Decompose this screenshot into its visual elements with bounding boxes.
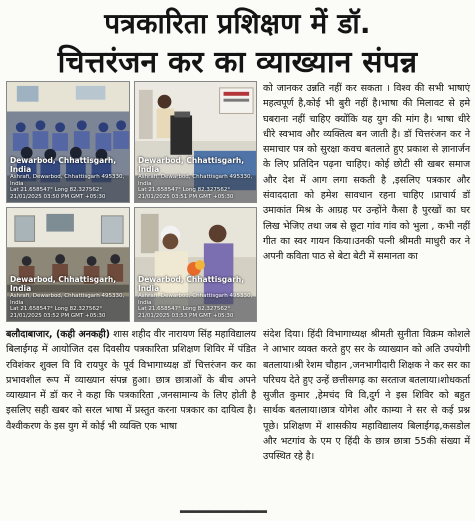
photo-2-caption-time: 21/01/2025 03:51 PM GMT +05:30 [138, 193, 234, 200]
photo-1-caption-coord: Lat 21.658547° Long 82.327562° [10, 187, 103, 193]
photo-3-caption-coord: Lat 21.658547° Long 82.327562° [10, 306, 103, 312]
photo-2-caption-place: Dewarbod, Chhattisgarh, India [138, 156, 245, 174]
photo-4-caption-place: Dewarbod, Chhattisgarh, India [138, 275, 245, 293]
photo-felicitation [134, 207, 257, 322]
photo-1-caption-addr: Ashrafi, Dewarbod, Chhattisgarh 495330, India [10, 174, 125, 187]
next-article-cutoff: ━━━━━━━━━ [180, 502, 267, 521]
photo-3-caption-addr: Ashrafi, Dewarbod, Chhattisgarh 495330, India [10, 293, 125, 306]
headline-line-1: पत्रकारिता प्रशिक्षण में डॉ. [104, 7, 371, 40]
photo-4-caption-time: 21/01/2025 03:53 PM GMT +05:30 [138, 312, 234, 319]
article-dateline: बलौदाबाजार, (कही अनकही) [6, 329, 110, 340]
article-bottom-columns [6, 327, 470, 465]
photo-classroom-lab [6, 207, 130, 322]
photo-1-caption-place: Dewarbod, Chhattisgarh, India [10, 156, 117, 174]
photo-4-caption-coord: Lat 21.658547° Long 82.327562° [138, 306, 231, 312]
photo-classroom-students [6, 81, 130, 203]
headline-line-2: चित्तरंजन कर का व्याख्यान संपन्न [57, 45, 418, 80]
photo-3-caption-place: Dewarbod, Chhattisgarh, India [10, 275, 117, 293]
photo-4-caption-addr: Ashrafi, Dewarbod, Chhattisgarh 495330, India [138, 293, 253, 306]
photo-1-caption-time: 21/01/2025 03:50 PM GMT +05:30 [10, 193, 106, 200]
article-right-column: को जानकर उन्नति नहीं कर सकता । विश्व की सभी भाषाएं महत्वपूर्ण है,कोई भी बुरी नहीं है।भाषा की मिलावट से हमे घबराना नहीं चाहिए क्योंकि यह युग की मांग है। भाषा धीरे धीरे स्वभाव और व्यक्तित्व बन जाती है। डॉ चित्तरंजन कर ने समाचार पत्र को सुरक्षा कवच बतलाते हुए प्रकाश से ज्ञानार्जन के लिए प्रतिदिन पढ़ना चाहिए। कोई छोटी सी खबर समाज और देश में आग लगा सकती है ,इसलिए पत्रकार और संवाददाता को हमेश सावधान रहना चाहिए ।प्राचार्य डॉ उमाकांत मिश्र के आग्रह पर उन्होंने कैसा है पुरखों का घर लिख भेजिए तथा जब से छूटा गांव गांव को भुला , कभी नहीं गीत का स्वर गायन किया।उनकी पत्नी श्रीमती माधुरी कर ने अपनी कविता पाठ से बेटा बेटी में समानता का [263, 83, 470, 263]
article-body-start: शास शहीद वीर नारायण सिंह महाविद्यालय बिलाईगढ़ में आयोजित दस दिवसीय पत्रकारिता प्रशिक्षण शिविर में पंडित रविशंकर शुक्ल वि वि रायपुर के पूर्व विभागाध्यक्ष डॉ चित्तरंजन कर का प्रभावशील रूप में व्याख्यान संपन्न हुआ। छात्र छात्राओं के बीच अपने व्याख्यान में डॉ कर ने कहा कि पत्रकारिता ,जनसामान्य के लिए होती है इसलिए सही खबर को सरल भाषा में प्रस्तुत करना पत्रकार का दायित्व है।वैश्वीकरण के इस युग में कोई भी व्यक्ति एक भाषा [6, 329, 256, 432]
photo-3-caption-time: 21/01/2025 03:52 PM GMT +05:30 [10, 312, 106, 319]
photo-2-caption-addr: Ashrafi, Dewarbod, Chhattisgarh 495330, India [138, 174, 253, 187]
article-bottom-left [6, 327, 256, 465]
photo-speaker-podium [134, 81, 257, 203]
article-bottom-right: संदेश दिया। हिंदी विभागाध्यक्ष श्रीमती सुनीता विक्रम कोशले ने आभार व्यक्त करते हुए सर के व्याख्यान को अति उपयोगी बतलाया।श्री रेशम चौहान ,जनभागीदारी शिक्षक ने कर सर का परिचय देते हुए उन्हें छत्तीसगढ़ का सरताज बतलाया।शोधकर्ता सुजीत कुमार ,हेमचंद वि वि,दुर्ग ने इस शिविर को बहुत सार्थक बतलाया।छात्र योगेश और काम्या ने सर से कई प्रश्न पूछे। प्रशिक्षण में शासकीय महाविद्यालय बिलाईगढ़,कसडोल और भटगांव के एम ए हिंदी के छात्र छात्रा 55की संख्या में उपस्थित रहे है। [263, 329, 470, 463]
photo-2-caption-coord: Lat 21.658547° Long 82.327562° [138, 187, 231, 193]
